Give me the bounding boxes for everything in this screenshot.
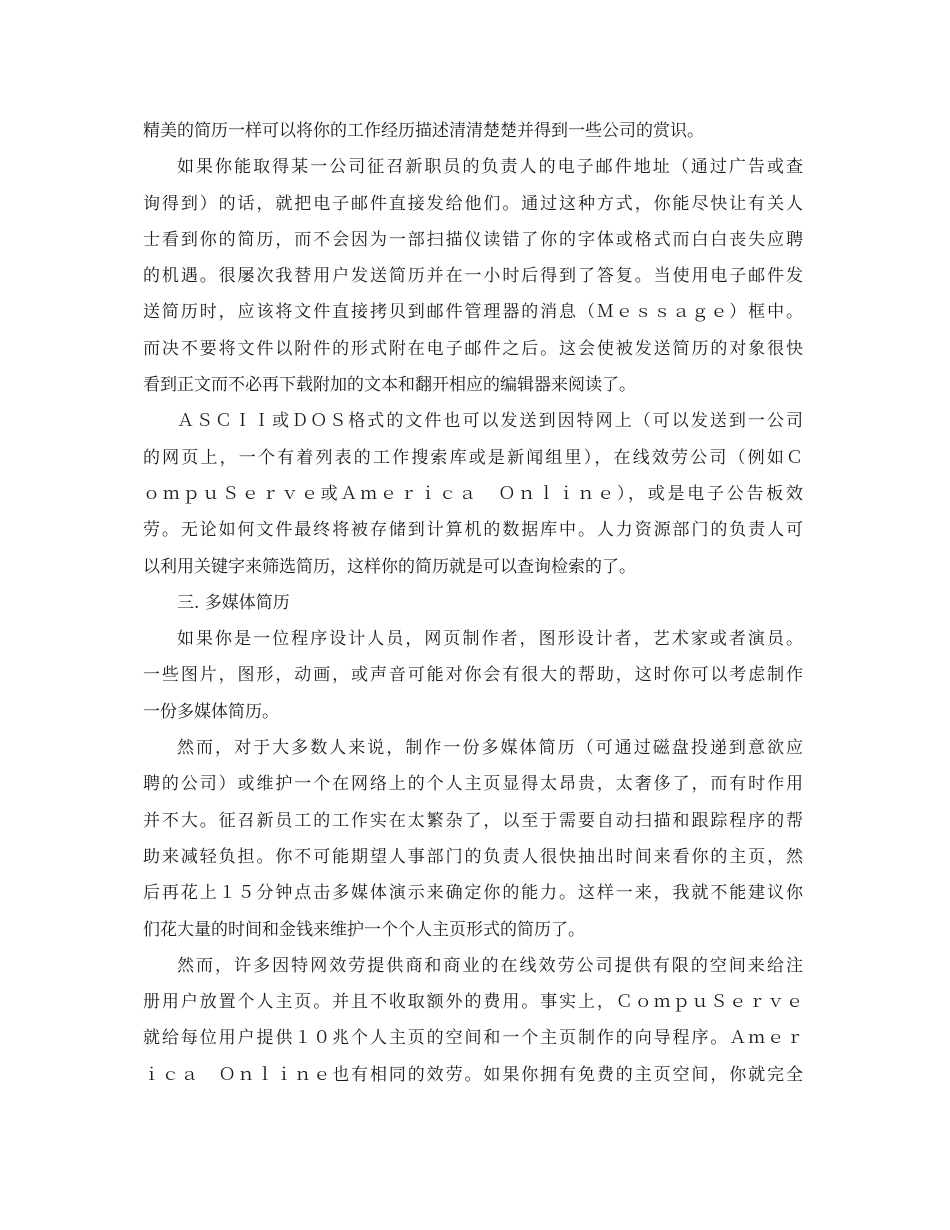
text-line: 而决不要将文件以附件的形式附在电子邮件之后。这会使被发送简历的对象很快 [143,338,803,359]
text-line: 士看到你的简历，而不会因为一部扫描仪读错了你的字体或格式而白白丧失应聘 [143,229,803,250]
text-line: 然而，许多因特网效劳提供商和商业的在线效劳公司提供有限的空间来给注 [177,955,803,976]
text-line: 一些图片，图形，动画，或声音可能对你会有很大的帮助，这时你可以考虑制作 [143,665,803,686]
text-line: 后再花上１５分钟点击多媒体演示来确定你的能力。这样一来，我就不能建议你 [143,883,803,904]
text-line: 如果你是一位程序设计人员，网页制作者，图形设计者，艺术家或者演员。 [177,629,803,650]
text-line: 就给每位用户提供１０兆个人主页的空间和一个主页制作的向导程序。Ａｍｅｒ [143,1028,803,1049]
document-body [143,113,803,1093]
text-line: 聘的公司）或维护一个在网络上的个人主页显得太昂贵，太奢侈了，而有时作用 [143,774,803,795]
text-line: 一份多媒体简历。 [143,701,279,722]
text-line: 助来减轻负担。你不可能期望人事部门的负责人很快抽出时间来看你的主页，然 [143,846,803,867]
text-line: 精美的简历一样可以将你的工作经历描述清清楚楚并得到一些公司的赏识。 [143,121,704,141]
text-line: 劳。无论如何文件最终将被存储到计算机的数据库中。人力资源部门的负责人可 [143,520,803,541]
text-line: 的网页上，一个有着列表的工作搜索库或是新闻组里），在线效劳公司（例如Ｃ [143,447,803,468]
text-line: 们花大量的时间和金钱来维护一个个人主页形式的简历了。 [143,919,585,940]
text-line: 的机遇。很屡次我替用户发送简历并在一小时后得到了答复。当使用电子邮件发 [143,266,803,287]
text-line: 三. 多媒体简历 [177,592,290,613]
text-line: 然而，对于大多数人来说，制作一份多媒体简历（可通过磁盘投递到意欲应 [177,738,803,759]
text-line: 看到正文而不必再下载附加的文本和翻开相应的编辑器来阅读了。 [143,375,636,396]
text-line: ｉｃａ Ｏｎｌｉｎｅ也有相同的效劳。如果你拥有免费的主页空间，你就完全 [143,1064,803,1085]
text-line: 询得到）的话，就把电子邮件直接发给他们。通过这种方式，你能尽快让有关人 [143,193,803,214]
text-line: 以利用关键字来筛选简历，这样你的简历就是可以查询检索的了。 [143,556,636,577]
text-line: 送简历时，应该将文件直接拷贝到邮件管理器的消息（Ｍｅｓｓａｇｅ）框中。 [143,302,803,323]
text-line: 册用户放置个人主页。并且不收取额外的费用。事实上，ＣｏｍｐｕＳｅｒｖｅ [143,992,803,1013]
text-line: ｏｍｐｕＳｅｒｖｅ或Ａｍｅｒｉｃａ Ｏｎｌｉｎｅ），或是电子公告板效 [143,483,803,504]
text-line: 如果你能取得某一公司征召新职员的负责人的电子邮件地址（通过广告或查 [177,157,803,178]
text-line: 并不大。征召新员工的工作实在太繁杂了，以至于需要自动扫描和跟踪程序的帮 [143,810,803,831]
text-line: ＡＳＣＩＩ或ＤＯＳ格式的文件也可以发送到因特网上（可以发送到一公司 [177,411,803,432]
